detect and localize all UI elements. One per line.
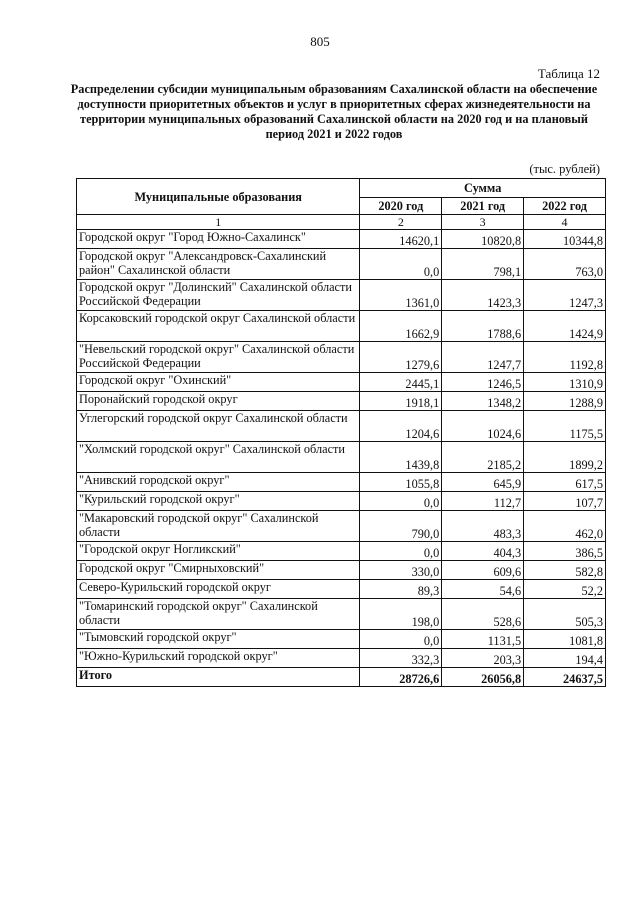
- value-2020: 1439,8: [360, 442, 442, 473]
- table-row: [77, 442, 606, 473]
- value-2022: 1899,2: [524, 442, 606, 473]
- page-number: 805: [310, 34, 330, 49]
- table-body: [77, 215, 606, 668]
- table-row: [77, 492, 606, 511]
- value-2020: 1361,0: [360, 280, 442, 311]
- value-2022: 505,3: [524, 599, 606, 630]
- total-2020: 28726,6: [360, 668, 442, 687]
- value-2022: 462,0: [524, 511, 606, 542]
- value-2021: 1247,7: [442, 342, 524, 373]
- total-2022: 24637,5: [524, 668, 606, 687]
- table-row: [77, 473, 606, 492]
- value-2020: 1279,6: [360, 342, 442, 373]
- total-row: [77, 668, 606, 687]
- table-row: [77, 542, 606, 561]
- column-number: 1: [77, 215, 360, 230]
- value-2021: 1024,6: [442, 411, 524, 442]
- value-2021: 645,9: [442, 473, 524, 492]
- value-2020: 0,0: [360, 630, 442, 649]
- column-number: 3: [442, 215, 524, 230]
- municipality-name: "Южно-Курильский городской округ": [77, 649, 360, 668]
- municipality-name: "Макаровский городской округ" Сахалинской области: [77, 511, 360, 542]
- municipality-name: "Городской округ Ногликский": [77, 542, 360, 561]
- table-row: [77, 249, 606, 280]
- units-note: (тыс. рублей): [529, 162, 600, 176]
- table-row: [77, 411, 606, 442]
- table-row: [77, 511, 606, 542]
- table-row: [77, 373, 606, 392]
- value-2020: 2445,1: [360, 373, 442, 392]
- municipality-name: Северо-Курильский городской округ: [77, 580, 360, 599]
- municipality-name: Городской округ "Смирныховский": [77, 561, 360, 580]
- value-2020: 0,0: [360, 492, 442, 511]
- table-row: [77, 342, 606, 373]
- value-2022: 52,2: [524, 580, 606, 599]
- municipality-name: "Невельский городской округ" Сахалинской области Российской Федерации: [77, 342, 360, 373]
- document-title: Распределении субсидии муниципальным образованиям Сахалинской области на обеспечение доступности приоритетных объектов и услуг в приоритетных сферах жизнедеятельности на территории муниципальных образований Сахалинской области на 2020 год и на плановый период 2021 и 2022 годов: [70, 82, 598, 141]
- table-row: [77, 630, 606, 649]
- subsidy-table: [76, 178, 606, 687]
- value-2022: 1247,3: [524, 280, 606, 311]
- municipality-name: Городской округ "Долинский" Сахалинской области Российской Федерации: [77, 280, 360, 311]
- value-2021: 1788,6: [442, 311, 524, 342]
- value-2020: 89,3: [360, 580, 442, 599]
- value-2022: 194,4: [524, 649, 606, 668]
- value-2020: 1918,1: [360, 392, 442, 411]
- column-number-row: [77, 215, 606, 230]
- table-row: [77, 580, 606, 599]
- municipality-name: Городской округ "Александровск-Сахалинский район" Сахалинской области: [77, 249, 360, 280]
- header-year-2022: 2022 год: [524, 198, 606, 215]
- value-2021: 404,3: [442, 542, 524, 561]
- column-number: 2: [360, 215, 442, 230]
- value-2021: 1348,2: [442, 392, 524, 411]
- municipality-name: Поронайский городской округ: [77, 392, 360, 411]
- value-2021: 1131,5: [442, 630, 524, 649]
- table-label: Таблица 12: [537, 66, 600, 81]
- table-row: [77, 599, 606, 630]
- value-2021: 1246,5: [442, 373, 524, 392]
- value-2021: 798,1: [442, 249, 524, 280]
- value-2022: 386,5: [524, 542, 606, 561]
- value-2022: 1424,9: [524, 311, 606, 342]
- header-municipalities: Муниципальные образования: [77, 179, 360, 215]
- municipality-name: Корсаковский городской округ Сахалинской области: [77, 311, 360, 342]
- value-2020: 1055,8: [360, 473, 442, 492]
- column-number: 4: [524, 215, 606, 230]
- value-2022: 1288,9: [524, 392, 606, 411]
- value-2022: 1081,8: [524, 630, 606, 649]
- table-row: [77, 311, 606, 342]
- value-2022: 763,0: [524, 249, 606, 280]
- table-row: [77, 561, 606, 580]
- municipality-name: Городской округ "Город Южно-Сахалинск": [77, 230, 360, 249]
- value-2020: 1204,6: [360, 411, 442, 442]
- municipality-name: "Курильский городской округ": [77, 492, 360, 511]
- header-sum: Сумма: [360, 179, 606, 198]
- municipality-name: Углегорский городской округ Сахалинской области: [77, 411, 360, 442]
- value-2022: 1175,5: [524, 411, 606, 442]
- value-2021: 528,6: [442, 599, 524, 630]
- value-2022: 1192,8: [524, 342, 606, 373]
- value-2020: 790,0: [360, 511, 442, 542]
- municipality-name: "Тымовский городской округ": [77, 630, 360, 649]
- value-2020: 332,3: [360, 649, 442, 668]
- header-year-2021: 2021 год: [442, 198, 524, 215]
- total-2021: 26056,8: [442, 668, 524, 687]
- value-2020: 198,0: [360, 599, 442, 630]
- value-2021: 10820,8: [442, 230, 524, 249]
- value-2020: 0,0: [360, 249, 442, 280]
- value-2021: 2185,2: [442, 442, 524, 473]
- value-2021: 609,6: [442, 561, 524, 580]
- table-row: [77, 392, 606, 411]
- table-row: [77, 230, 606, 249]
- value-2020: 0,0: [360, 542, 442, 561]
- value-2021: 483,3: [442, 511, 524, 542]
- value-2022: 1310,9: [524, 373, 606, 392]
- value-2021: 203,3: [442, 649, 524, 668]
- municipality-name: Городской округ "Охинский": [77, 373, 360, 392]
- value-2021: 1423,3: [442, 280, 524, 311]
- table-row: [77, 649, 606, 668]
- value-2021: 54,6: [442, 580, 524, 599]
- value-2022: 582,8: [524, 561, 606, 580]
- total-label: Итого: [77, 668, 360, 687]
- value-2022: 617,5: [524, 473, 606, 492]
- municipality-name: "Анивский городской округ": [77, 473, 360, 492]
- value-2022: 107,7: [524, 492, 606, 511]
- value-2021: 112,7: [442, 492, 524, 511]
- value-2020: 330,0: [360, 561, 442, 580]
- value-2020: 14620,1: [360, 230, 442, 249]
- value-2020: 1662,9: [360, 311, 442, 342]
- municipality-name: "Томаринский городской округ" Сахалинской области: [77, 599, 360, 630]
- municipality-name: "Холмский городской округ" Сахалинской области: [77, 442, 360, 473]
- value-2022: 10344,8: [524, 230, 606, 249]
- table-row: [77, 280, 606, 311]
- header-year-2020: 2020 год: [360, 198, 442, 215]
